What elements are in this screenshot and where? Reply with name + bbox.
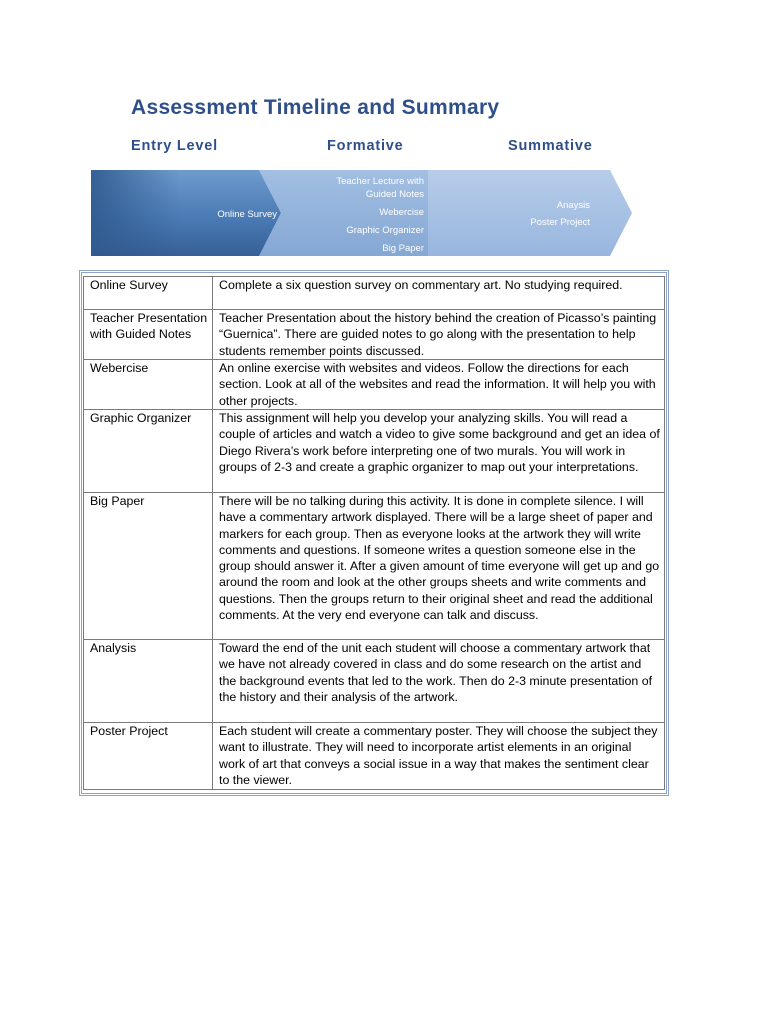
page-title: Assessment Timeline and Summary [131, 96, 500, 119]
table-row [84, 410, 665, 493]
table-row [84, 277, 665, 310]
description-cell: Complete a six question survey on commentary art. No studying required. [213, 277, 665, 310]
description-cell: This assignment will help you develop your analyzing skills. You will read a couple of articles and watch a video to give some background and get an idea of Diego Rivera’s work before interpreting one of two murals. You will work in groups of 2-3 and create a graphic organizer to map out your interpretations. [213, 410, 665, 493]
description-cell: Each student will create a commentary poster. They will choose the subject they want to illustrate. They will need to incorporate artist elements in an original work of art that conveys a social issue in a way that makes the sentiment clear to the viewer. [213, 723, 665, 790]
description-cell: Toward the end of the unit each student will choose a commentary artwork that we have not already covered in class and do some research on the artist and the background events that led to the work. Then do 2-3 minute presentation of the history and their analysis of the artwork. [213, 640, 665, 723]
phase-label-entry-level: Entry Level [131, 138, 218, 154]
timeline-formative-item: Guided Notes [365, 189, 424, 200]
table-row [84, 310, 665, 360]
activity-cell: Online Survey [84, 277, 213, 310]
assessment-summary-table [83, 276, 665, 790]
timeline-entry-item: Online Survey [217, 209, 277, 220]
timeline-summative-item: Anaysis [556, 200, 590, 211]
table-row [84, 723, 665, 790]
table-row [84, 640, 665, 723]
activity-cell: Graphic Organizer [84, 410, 213, 493]
table-row [84, 493, 665, 640]
timeline-formative-item: Big Paper [382, 243, 424, 254]
activity-cell: Analysis [84, 640, 213, 723]
activity-cell: Webercise [84, 360, 213, 410]
activity-cell: Big Paper [84, 493, 213, 640]
timeline-formative-item: Graphic Organizer [346, 225, 424, 236]
timeline-summative-chevron [425, 170, 632, 256]
description-cell: An online exercise with websites and videos. Follow the directions for each section. Look at all of the websites and read the information. It will help you with other projects. [213, 360, 665, 410]
description-cell: Teacher Presentation about the history behind the creation of Picasso’s painting “Guernica”. There are guided notes to go along with the presentation to help students remember points discussed. [213, 310, 665, 360]
activity-cell: Teacher Presentation with Guided Notes [84, 310, 213, 360]
phase-label-formative: Formative [327, 138, 404, 154]
timeline-formative-item: Webercise [379, 207, 424, 218]
timeline-formative-item: Teacher Lecture with [336, 176, 424, 187]
description-cell: There will be no talking during this activity. It is done in complete silence. I will have a commentary artwork displayed. There will be a large sheet of paper and markers for each group. Then as everyone looks at the artwork they will write comments and questions. If someone writes a question someone else in the group should answer it. After a given amount of time everyone will get up and go around the room and look at the other groups sheets and write comments and questions. Then the groups return to their original sheet and read the additional comments. At the very end everyone can talk and discuss. [213, 493, 665, 640]
table-row [84, 360, 665, 410]
phase-label-summative: Summative [508, 138, 593, 154]
activity-cell: Poster Project [84, 723, 213, 790]
timeline-summative-item: Poster Project [530, 217, 590, 228]
